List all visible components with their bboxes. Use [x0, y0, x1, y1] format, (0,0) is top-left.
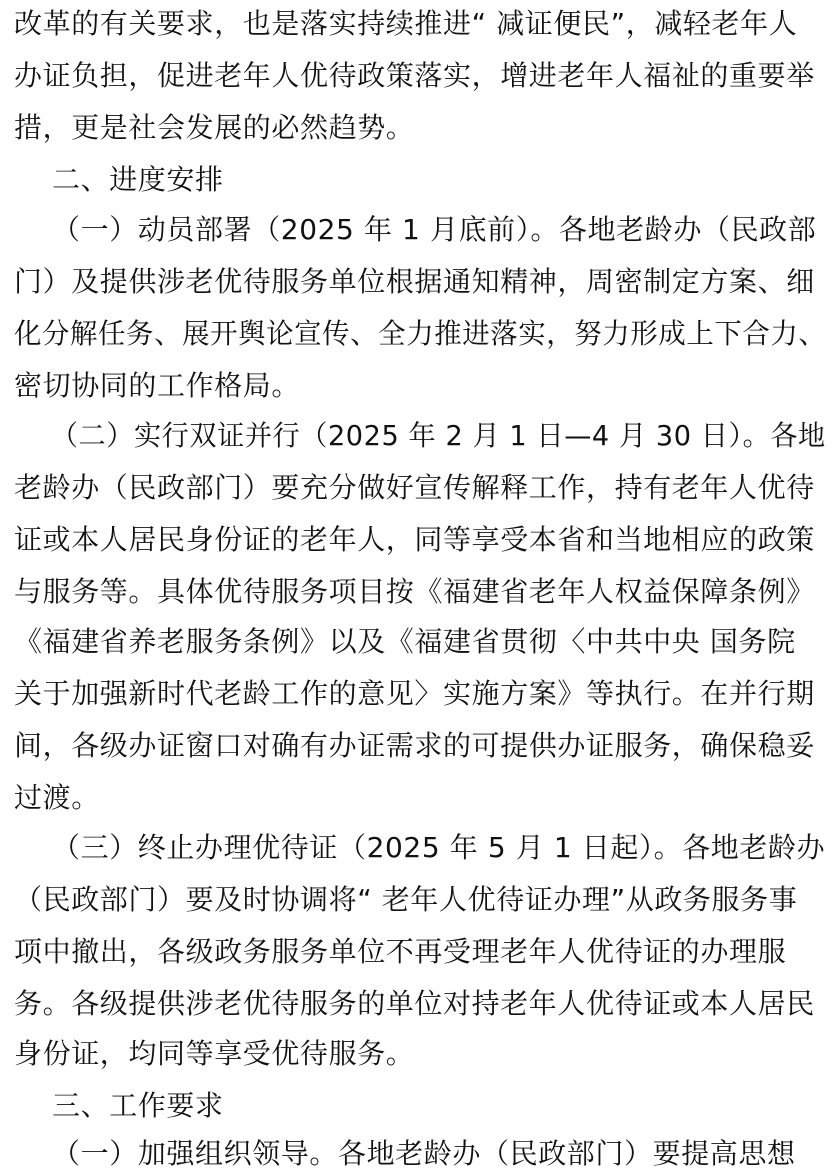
text-line: 办证负担，促进老年人优待政策落实，增进老年人福祉的重要举 [14, 59, 815, 92]
text-line: 化分解任务、展开舆论宣传、全力推进落实，努力形成上下合力、 [14, 317, 827, 350]
text-line: 密切协同的工作格局。 [14, 369, 301, 402]
text-line: （三）终止办理优待证（2025 年 5 月 1 日起）。各地老龄办 [14, 831, 826, 864]
text-line: 间，各级办证窗口对确有办证需求的可提供办证服务，确保稳妥 [14, 729, 815, 762]
text-line: 措，更是社会发展的必然趋势。 [14, 111, 415, 144]
text-line: 改革的有关要求，也是落实持续推进“ 减证便民”，减轻老年人 [14, 7, 798, 40]
text-line: 项中撤出，各级政务服务单位不再受理老年人优待证的办理服 [14, 935, 787, 968]
text-line: （一）动员部署（2025 年 1 月底前）。各地老龄办（民政部 [14, 213, 817, 246]
text-line: 老龄办（民政部门）要充分做好宣传解释工作，持有老年人优待 [14, 471, 815, 504]
text-line: 过渡。 [14, 781, 100, 814]
text-line: 务。各级提供涉老优待服务的单位对持老年人优待证或本人居民 [14, 987, 815, 1020]
text-line: （民政部门）要及时协调将“ 老年人优待证办理”从政务服务事 [14, 883, 798, 916]
section-heading: 三、工作要求 [14, 1089, 224, 1122]
text-line: （一）加强组织领导。各地老龄办（民政部门）要提高思想 [14, 1137, 796, 1170]
text-line: 门）及提供涉老优待服务单位根据通知精神，周密制定方案、细 [14, 265, 815, 298]
text-line: 关于加强新时代老龄工作的意见〉实施方案》等执行。在并行期 [14, 677, 815, 710]
text-line: （二）实行双证并行（2025 年 2 月 1 日—4 月 30 日）。各地 [14, 419, 826, 452]
text-line: 身份证，均同等享受优待服务。 [14, 1037, 415, 1070]
text-line: 与服务等。具体优待服务项目按《福建省老年人权益保障条例》 [14, 575, 815, 608]
text-line: 证或本人居民身份证的老年人，同等享受本省和当地相应的政策 [14, 523, 815, 556]
section-heading: 二、进度安排 [14, 163, 224, 196]
text-line: 《福建省养老服务条例》以及《福建省贯彻〈中共中央 国务院 [14, 625, 796, 658]
